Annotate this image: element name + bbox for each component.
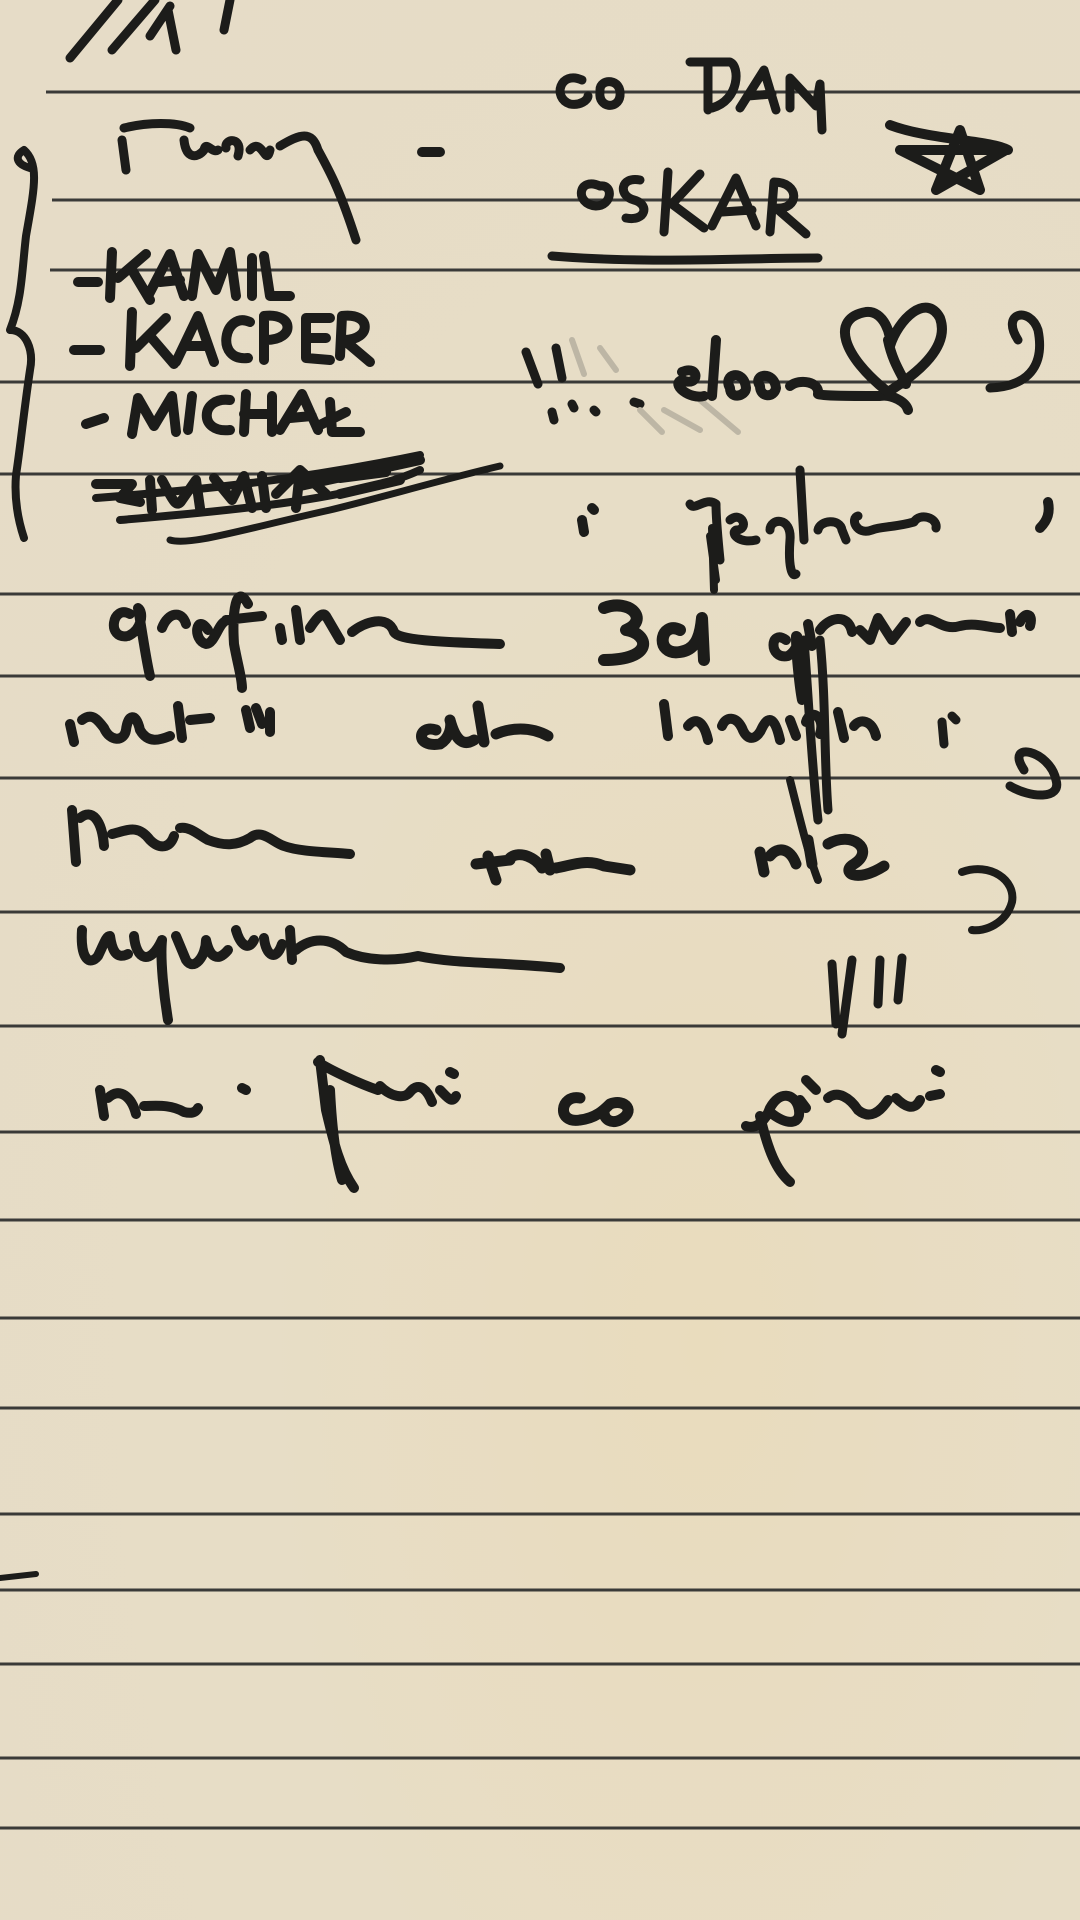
word-glowne [774, 614, 1031, 700]
exclamation-marks [526, 348, 640, 420]
triple-marks [832, 958, 902, 1034]
word-i [582, 508, 594, 532]
heart-doodle [845, 308, 942, 392]
word-regler [690, 470, 936, 575]
regler-tall-stroke [710, 528, 716, 590]
word-ale [422, 706, 549, 744]
name-kacper [74, 312, 370, 366]
word-wybralem [82, 930, 560, 1020]
word-grafike [114, 596, 500, 688]
oskar-underline [552, 256, 818, 260]
word-prei [318, 1060, 456, 1188]
star-doodle [890, 125, 1008, 190]
curl-end-line [942, 716, 1057, 795]
word-robie [70, 706, 270, 742]
name-michal [86, 394, 360, 434]
margin-dash [0, 1574, 36, 1578]
name-kamil [78, 252, 290, 300]
curl-right-heart [990, 315, 1040, 388]
word-teraz [476, 854, 630, 880]
curly-bracket [10, 150, 34, 538]
word-pisac [746, 1070, 940, 1182]
comma-after-regler [1040, 502, 1049, 528]
word-3d [604, 605, 704, 660]
word-twoiny [122, 124, 356, 241]
word-co-2 [563, 1098, 628, 1122]
word-ilnego [664, 704, 876, 740]
word-co [560, 78, 620, 105]
word-dan [690, 62, 822, 130]
bracket-right [962, 869, 1012, 930]
word-na [100, 1088, 246, 1116]
strike-through-line [96, 455, 420, 520]
word-oskar [581, 172, 806, 234]
top-scribble [70, 0, 230, 58]
word-nazwa [72, 810, 350, 862]
word-nie [760, 839, 884, 875]
